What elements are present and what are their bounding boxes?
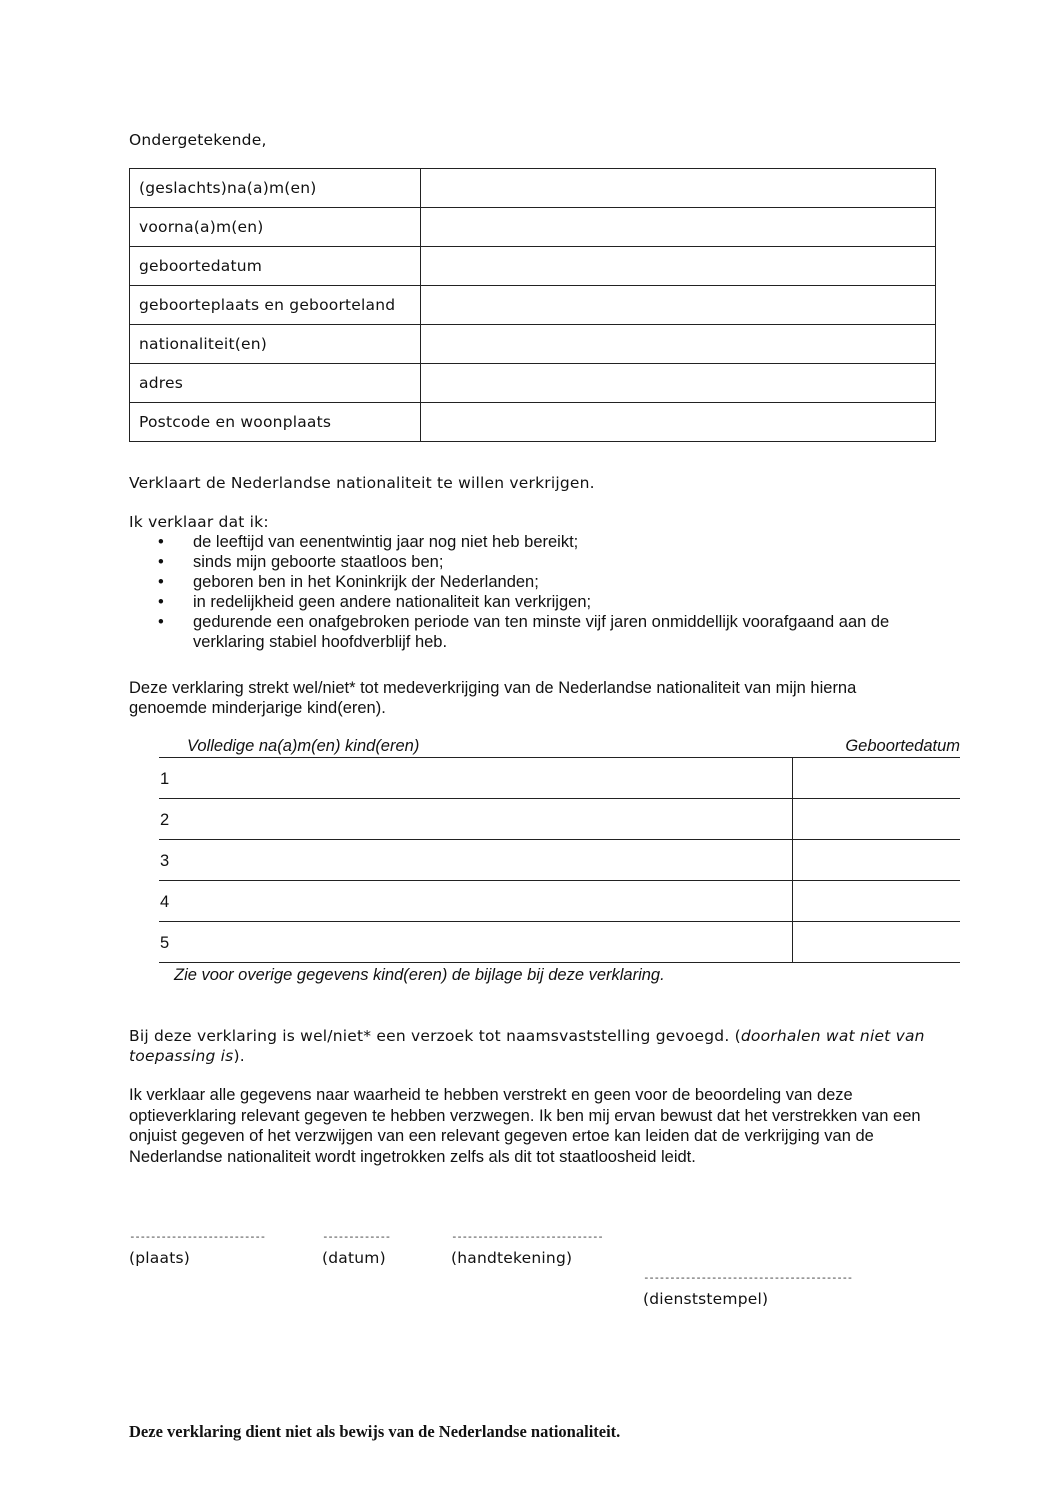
postcode-city-field[interactable] <box>421 403 936 442</box>
children-paragraph: Deze verklaring strekt wel/niet* tot medeverkrijging van de Nederlandse nationaliteit van mijn hierna genoemde minderjarige kind(eren). <box>129 679 857 717</box>
name-request-text: Bij deze verklaring is wel/niet* een verzoek tot naamsvaststelling gevoegd. ( <box>129 1027 741 1045</box>
table-row[interactable] <box>159 922 960 963</box>
children-table-header <box>159 735 960 758</box>
list-item <box>129 572 929 592</box>
place-line: -------------------------- <box>129 1230 265 1243</box>
list-item-text: geboren ben in het Koninkrijk der Nederlanden; <box>193 573 539 591</box>
personal-details-table <box>129 168 936 442</box>
name-request-italic: doorhalen wat niet van toepassing is <box>129 1027 925 1065</box>
list-item <box>129 592 929 612</box>
list-item-text: sinds mijn geboorte staatloos ben; <box>193 553 444 571</box>
column-header-name: Volledige na(a)m(en) kind(eren) <box>187 737 420 755</box>
table-row[interactable] <box>159 758 960 799</box>
nationality-field[interactable] <box>421 325 936 364</box>
field-label: Postcode en woonplaats <box>130 403 421 442</box>
table-row <box>130 247 936 286</box>
birthdate-cell[interactable] <box>792 758 961 799</box>
stamp-label: (dienststempel) <box>643 1290 769 1308</box>
name-request-paragraph <box>129 1026 929 1066</box>
children-table <box>159 735 960 963</box>
table-row <box>130 325 936 364</box>
birth-place-field[interactable] <box>421 286 936 325</box>
row-number: 1 <box>160 770 170 788</box>
statement-list <box>129 532 929 652</box>
bullet-icon: • <box>158 573 164 591</box>
table-row[interactable] <box>159 881 960 922</box>
children-note: Zie voor overige gegevens kind(eren) de bijlage bij deze verklaring. <box>174 966 665 984</box>
row-number: 2 <box>160 811 170 829</box>
intro-text: Ondergetekende, <box>129 131 267 149</box>
field-label: voorna(a)m(en) <box>130 208 421 247</box>
field-label: geboortedatum <box>130 247 421 286</box>
signature-line: ----------------------------- <box>451 1230 603 1243</box>
table-row[interactable] <box>159 799 960 840</box>
date-line: ------------- <box>322 1230 390 1243</box>
field-label: nationaliteit(en) <box>130 325 421 364</box>
birthdate-cell[interactable] <box>792 881 961 922</box>
table-row <box>130 364 936 403</box>
row-number: 3 <box>160 852 170 870</box>
list-item-text: de leeftijd van eenentwintig jaar nog niet heb bereikt; <box>193 533 579 551</box>
field-label: adres <box>130 364 421 403</box>
field-label: geboorteplaats en geboorteland <box>130 286 421 325</box>
column-header-birthdate: Geboortedatum <box>845 737 960 755</box>
birthdate-cell[interactable] <box>792 799 961 840</box>
table-row <box>130 169 936 208</box>
list-item <box>129 552 929 572</box>
stamp-line: ---------------------------------------- <box>643 1271 852 1284</box>
truth-paragraph: Ik verklaar alle gegevens naar waarheid te hebben verstrekt en geen voor de beoordeling van deze optieverklaring relevant gegeven te hebben verzwegen. Ik ben mij ervan bewust dat het verstrekken van een onjuist gegeven of het verzwijgen van een relevant gegeven ertoe kan leiden dat de verkrijging van de Nederlandse nationaliteit wordt ingetrokken zelfs als dit tot staatloosheid leidt. <box>129 1086 921 1166</box>
list-item <box>129 612 929 652</box>
declaration-text: Verklaart de Nederlandse nationaliteit te willen verkrijgen. <box>129 474 595 492</box>
birth-date-field[interactable] <box>421 247 936 286</box>
list-item <box>129 532 929 552</box>
table-row <box>130 208 936 247</box>
list-item-text: in redelijkheid geen andere nationaliteit kan verkrijgen; <box>193 593 592 611</box>
birthdate-cell[interactable] <box>792 922 961 963</box>
first-names-field[interactable] <box>421 208 936 247</box>
table-row <box>130 286 936 325</box>
bullet-icon: • <box>158 613 164 631</box>
list-item-text: gedurende een onafgebroken periode van ten minste vijf jaren onmiddellijk voorafgaand aan de verklaring stabiel hoofdverblijf heb. <box>193 613 890 651</box>
name-request-end: ). <box>233 1047 245 1065</box>
surname-field[interactable] <box>421 169 936 208</box>
signature-label: (handtekening) <box>451 1249 573 1267</box>
field-label: (geslachts)na(a)m(en) <box>130 169 421 208</box>
row-number: 4 <box>160 893 170 911</box>
row-number: 5 <box>160 934 170 952</box>
table-row <box>130 403 936 442</box>
statement-intro: Ik verklaar dat ik: <box>129 513 269 531</box>
bullet-icon: • <box>158 553 164 571</box>
bullet-icon: • <box>158 593 164 611</box>
birthdate-cell[interactable] <box>792 840 961 881</box>
footer-disclaimer: Deze verklaring dient niet als bewijs van de Nederlandse nationaliteit. <box>129 1422 621 1441</box>
address-field[interactable] <box>421 364 936 403</box>
date-label: (datum) <box>322 1249 386 1267</box>
bullet-icon: • <box>158 533 164 551</box>
table-row[interactable] <box>159 840 960 881</box>
place-label: (plaats) <box>129 1249 190 1267</box>
